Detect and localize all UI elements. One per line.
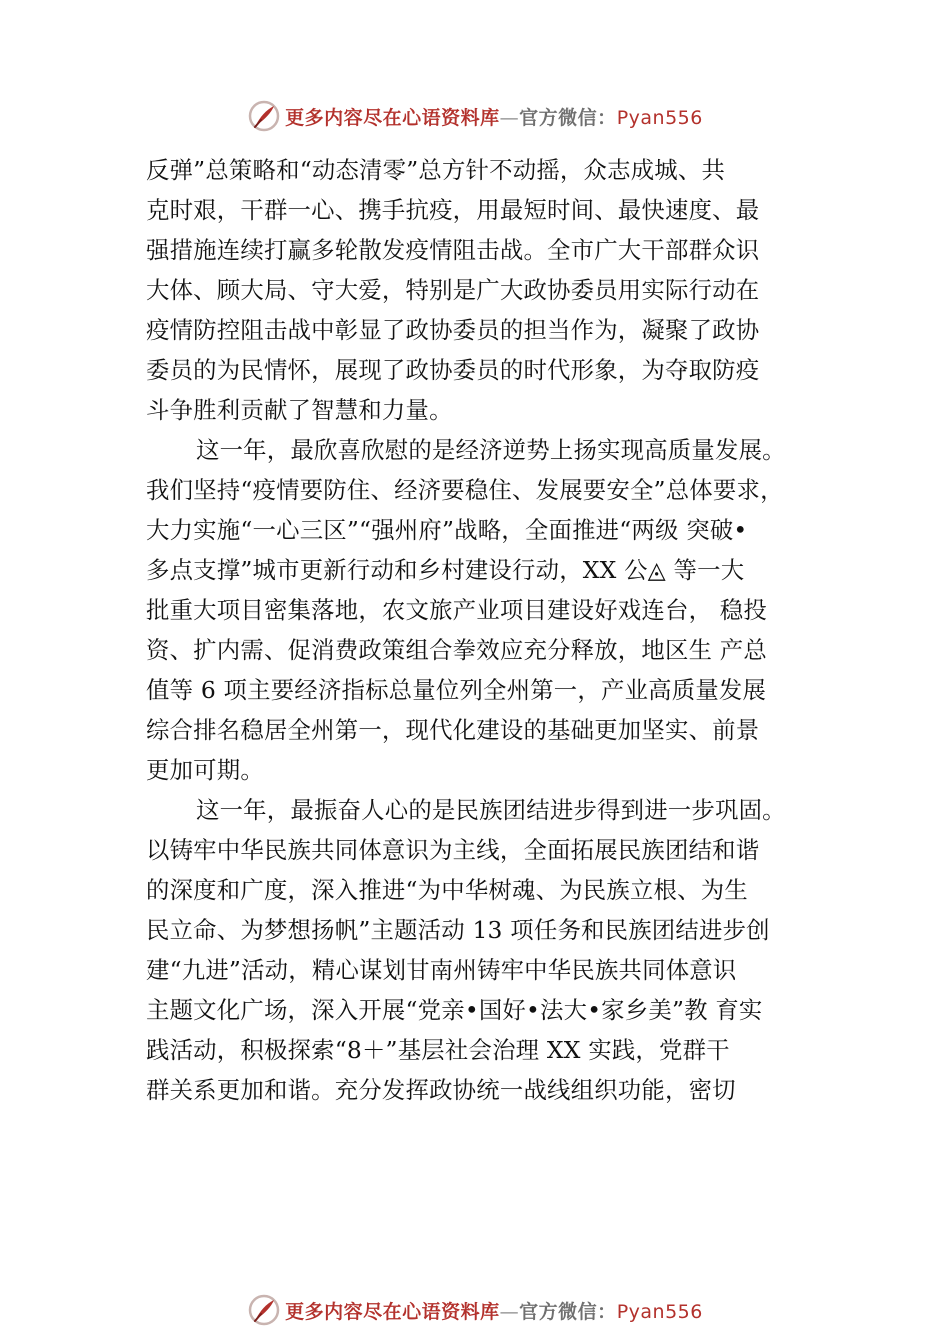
text-line: 疫情防控阻击战中彰显了政协委员的担当作为，凝聚了政协 (146, 316, 760, 344)
text-line: 值等 6 项主要经济指标总量位列全州第一，产业高质量发展 (146, 676, 767, 704)
watermark-main: 更多内容尽在心语资料库 (285, 1300, 500, 1323)
feather-quill-icon (247, 99, 281, 133)
text-line: 以铸牢中华民族共同体意识为主线，全面拓展民族团结和谐 (146, 836, 760, 864)
text-line: 反弹”总策略和“动态清零”总方针不动摇，众志成城、共 (146, 156, 726, 184)
footer-watermark-banner (0, 1290, 950, 1330)
text-line: 主题文化广场，深入开展“党亲•国好•法大•家乡美”教 育实 (146, 996, 763, 1024)
watermark-separator: — (499, 1300, 520, 1323)
header-watermark-banner (0, 96, 950, 136)
text-line: 这一年，最欣喜欣慰的是经济逆势上扬实现高质量发展。 (196, 436, 786, 464)
text-line: 践活动，积极探索“8＋”基层社会治理 XX 实践，党群干 (146, 1036, 730, 1064)
text-line: 斗争胜利贡献了智慧和力量。 (146, 396, 453, 424)
text-line: 委员的为民情怀，展现了政协委员的时代形象，为夺取防疫 (146, 356, 760, 384)
text-line: 的深度和广度，深入推进“为中华树魂、为民族立根、为生 (146, 876, 748, 904)
text-line: 更加可期。 (146, 756, 264, 784)
text-line: 强措施连续打赢多轮散发疫情阻击战。全市广大干部群众识 (146, 236, 760, 264)
watermark-wechat-label: 官方微信： (519, 106, 617, 129)
watermark-handle: Pyan556 (616, 1300, 703, 1323)
text-line: 群关系更加和谐。充分发挥政协统一战线组织功能，密切 (146, 1076, 736, 1104)
watermark-handle: Pyan556 (616, 106, 703, 129)
text-line: 我们坚持“疫情要防住、经济要稳住、发展要安全”总体要求， (146, 476, 784, 504)
text-line: 民立命、为梦想扬帆”主题活动 13 项任务和民族团结进步创 (146, 916, 770, 944)
watermark-text (285, 1297, 703, 1324)
paragraph-2 (146, 430, 826, 790)
text-line: 这一年，最振奋人心的是民族团结进步得到进一步巩固。 (196, 796, 786, 824)
paragraph-1 (146, 150, 826, 430)
watermark-text (285, 103, 703, 130)
text-line: 克时艰，干群一心、携手抗疫，用最短时间、最快速度、最 (146, 196, 760, 224)
watermark-main: 更多内容尽在心语资料库 (285, 106, 500, 129)
watermark-wechat-label: 官方微信： (519, 1300, 617, 1323)
document-body (146, 150, 826, 1110)
text-line: 资、扩内需、促消费政策组合拳效应充分释放，地区生 产总 (146, 636, 767, 664)
text-line: 大力实施“一心三区”“强州府”战略，全面推进“两级 突破• (146, 516, 748, 544)
text-line: 多点支撑”城市更新行动和乡村建设行动，XX 公◬ 等一大 (146, 556, 745, 584)
text-line: 批重大项目密集落地，农文旅产业项目建设好戏连台， 稳投 (146, 596, 767, 624)
text-line: 大体、顾大局、守大爱，特别是广大政协委员用实际行动在 (146, 276, 760, 304)
paragraph-3 (146, 790, 826, 1110)
feather-quill-icon (247, 1293, 281, 1327)
watermark-separator: — (499, 106, 520, 129)
text-line: 建“九进”活动，精心谋划甘南州铸牢中华民族共同体意识 (146, 956, 737, 984)
text-line: 综合排名稳居全州第一，现代化建设的基础更加坚实、前景 (146, 716, 760, 744)
